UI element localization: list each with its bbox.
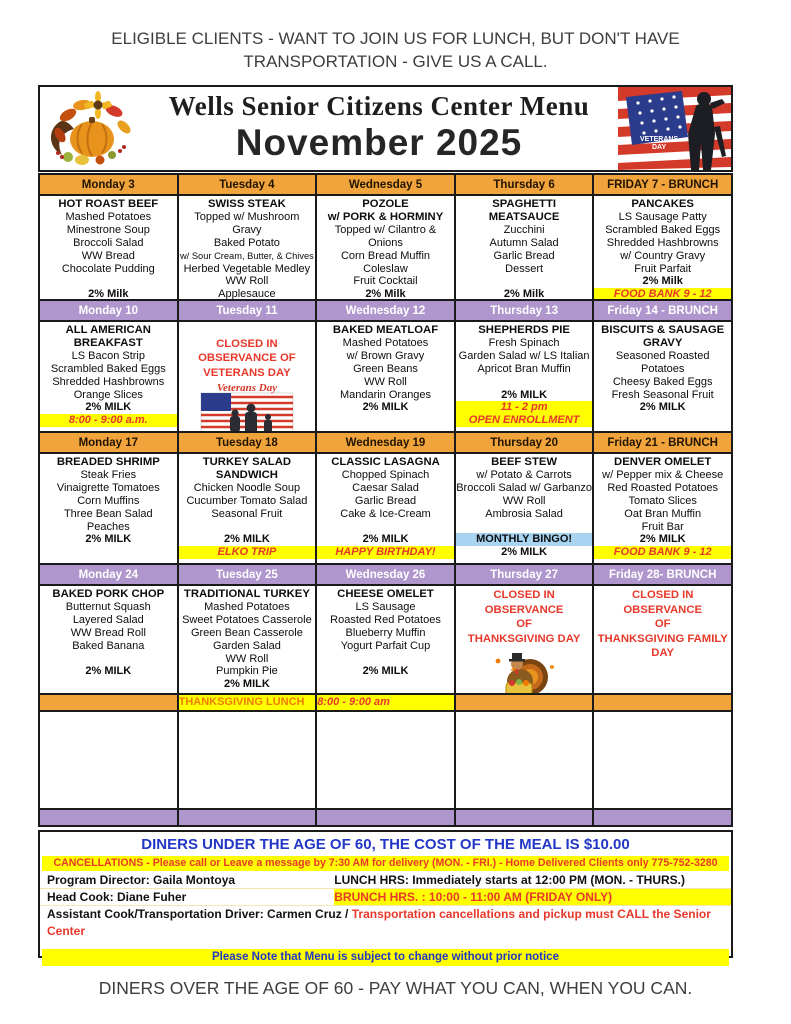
menu-line: Seasonal Fruit — [211, 507, 283, 520]
menu-line: 11 - 2 pm — [456, 401, 593, 414]
menu-line: Butternut Squash — [65, 600, 151, 613]
menu-line: Dessert — [505, 262, 544, 275]
svg-text:Veterans Day: Veterans Day — [216, 382, 277, 395]
menu-line: WW Roll — [502, 494, 546, 507]
menu-line: Yogurt Parfait Cup — [340, 639, 431, 652]
strip-cell — [40, 695, 177, 710]
title-banner — [38, 85, 733, 172]
menu-line: WW Roll — [225, 275, 269, 288]
menu-line: Herbed Vegetable Medley — [183, 262, 311, 275]
menu-line: Scrambled Baked Eggs — [50, 362, 166, 375]
menu-line: Steak Fries — [80, 468, 137, 481]
day-cell-thursday-13 — [456, 322, 593, 431]
menu-line-spacer — [317, 521, 454, 534]
transportation-notice-line2: TRANSPORTATION - GIVE US A CALL. — [243, 52, 548, 71]
menu-line: CLOSED IN — [493, 589, 555, 601]
menu-line: 2% MILK — [501, 388, 548, 401]
menu-line: Broccoli Salad w/ Garbanzo — [456, 481, 592, 494]
menu-line-spacer — [179, 521, 316, 534]
menu-line: Fresh Seasonal Fruit — [611, 388, 714, 401]
menu-line: PANCAKES — [631, 198, 694, 210]
transport-cancellation-note: Transportation cancellations and pickup must CALL the Senior Center — [47, 907, 711, 938]
day-cell-tuesday-25 — [179, 586, 316, 693]
menu-line: Fruit Cocktail — [353, 275, 418, 288]
menu-line: Minestrone Soup — [66, 223, 150, 236]
menu-line: Pumpkin Pie — [216, 665, 278, 678]
menu-line: WW Roll — [225, 652, 269, 665]
sunflower — [84, 91, 112, 119]
day-header-friday-7-brunch: FRIDAY 7 - BRUNCH — [594, 175, 731, 194]
menu-line: OF — [654, 618, 671, 630]
menu-line: OBSERVANCE — [484, 603, 564, 616]
day-cell-thursday-27 — [456, 586, 593, 693]
menu-line: BAKED PORK CHOP — [52, 588, 165, 600]
menu-line: Ambrosia Salad — [485, 507, 563, 520]
day-header-thursday-6: Thursday 6 — [456, 175, 593, 194]
menu-line: SANDWICH — [215, 468, 278, 481]
cancellations-notice: CANCELLATIONS - Please call or Leave a message by 7:30 AM for delivery (MON. - FRI.) - Home Delivered Clients only 775-752-3280 — [42, 856, 729, 871]
menu-line: FOOD BANK 9 - 12 — [594, 288, 731, 299]
menu-line: WW Bread — [81, 249, 135, 262]
day-cell-friday-28-brunch — [594, 586, 731, 693]
menu-line: 2% Milk — [88, 288, 129, 299]
menu-line: Seasoned Roasted — [615, 349, 710, 362]
menu-line: POZOLE — [362, 198, 409, 210]
menu-line: BAKED MEATLOAF — [332, 324, 439, 336]
veterans-flag-soldier-icon — [618, 87, 731, 170]
menu-line-spacer — [40, 275, 177, 288]
day-cell-thursday-6 — [456, 196, 593, 299]
veterans-day-flag-icon — [197, 381, 297, 431]
menu-line: GRAVY — [643, 336, 683, 349]
menu-line: Baked Banana — [72, 639, 145, 652]
svg-text:DAY: DAY — [652, 144, 667, 151]
menu-line: Potatoes — [640, 362, 685, 375]
menu-line: 2% MILK — [362, 533, 409, 546]
day-header-wednesday-12: Wednesday 12 — [317, 301, 454, 320]
menu-line: Corn Muffins — [77, 494, 140, 507]
menu-line: BREAKFAST — [73, 336, 143, 349]
menu-line-spacer — [317, 653, 454, 666]
day-header-tuesday-25: Tuesday 25 — [179, 565, 316, 584]
menu-line: Tomato Slices — [628, 494, 697, 507]
menu-line: Sweet Potatoes Casserole — [182, 613, 312, 626]
menu-line: Blueberry Muffin — [345, 626, 426, 639]
menu-line: Peaches — [86, 520, 130, 533]
thanksgiving-turkey-icon — [490, 647, 558, 693]
center-title: Wells Senior Citizens Center Menu — [168, 91, 590, 121]
day-header-tuesday-18: Tuesday 18 — [179, 433, 316, 452]
transportation-notice — [0, 27, 791, 73]
menu-line: BREADED SHRIMP — [56, 456, 160, 468]
assistant-cook-row — [40, 906, 731, 940]
day-header-friday-28-brunch: Friday 28- BRUNCH — [594, 565, 731, 584]
menu-line: ELKO TRIP — [179, 546, 316, 559]
day-cell-wednesday-12 — [317, 322, 454, 431]
day-cell-tuesday-11 — [179, 322, 316, 431]
menu-line: w/ Potato & Carrots — [476, 468, 572, 481]
day-header-thursday-20: Thursday 20 — [456, 433, 593, 452]
month-title: November 2025 — [235, 122, 523, 163]
assistant-cook-label: Assistant Cook/Transportation Driver: Carmen Cruz / — [47, 907, 352, 921]
strip-label-8-00-9-00-am — [317, 695, 454, 710]
menu-line: Three Bean Salad — [63, 507, 153, 520]
menu-line: Broccoli Salad — [73, 236, 144, 249]
brunch-hours-label: BRUNCH HRS. : 10:00 - 11:00 AM (FRIDAY ONLY) — [334, 889, 731, 905]
menu-line: Scrambled Baked Eggs — [605, 223, 721, 236]
menu-line: WW Roll — [364, 375, 407, 388]
menu-line: Garden Salad w/ LS Italian — [458, 349, 590, 362]
bottom-strip-cell — [179, 810, 316, 825]
menu-line: Mashed Potatoes — [204, 600, 290, 613]
empty-day-cell — [179, 712, 316, 808]
menu-line: Mashed Potatoes — [65, 210, 152, 223]
bottom-strip-cell — [594, 810, 731, 825]
menu-line: BEEF STEW — [491, 456, 558, 468]
menu-line: 2% MILK — [639, 533, 686, 546]
menu-line: 2% Milk — [365, 288, 406, 299]
menu-line: SPAGHETTI MEATSAUCE — [488, 198, 560, 223]
menu-line: LS Sausage Patty — [618, 210, 707, 223]
menu-line: OPEN ENROLLMENT — [456, 414, 593, 427]
menu-line: CLOSED IN — [631, 589, 694, 601]
diners-over-60-notice: DINERS OVER THE AGE OF 60 - PAY WHAT YOU CAN, WHEN YOU CAN. — [98, 978, 693, 998]
head-cook-label: Head Cook: Diane Fuher — [47, 890, 187, 904]
menu-line: Mashed Potatoes — [342, 336, 429, 349]
veterans-flag-image — [618, 87, 731, 170]
day-cell-thursday-20 — [456, 454, 593, 563]
menu-line: 2% MILK — [85, 665, 132, 678]
day-cell-monday-3 — [40, 196, 177, 299]
menu-line: Layered Salad — [72, 613, 144, 626]
menu-line: HOT ROAST BEEF — [58, 198, 159, 210]
strip-label-text: 8:00 - 9:00 am — [317, 695, 454, 710]
day-header-friday-14-brunch: Friday 14 - BRUNCH — [594, 301, 731, 320]
day-cell-wednesday-26 — [317, 586, 454, 693]
menu-line: 2% MILK — [362, 665, 409, 678]
menu-line: Green Beans — [353, 362, 418, 375]
head-cook-row — [40, 889, 731, 906]
bottom-strip-cell — [456, 810, 593, 825]
menu-line: Cake & Ice-Cream — [340, 507, 431, 520]
menu-line: SHEPHERDS PIE — [478, 324, 570, 336]
menu-line: 2% MILK — [223, 533, 270, 546]
menu-line: Shredded Hashbrowns — [606, 236, 719, 249]
menu-line: Apricot Bran Muffin — [477, 362, 571, 375]
menu-line: Applesauce — [218, 288, 276, 299]
menu-line: HAPPY BIRTHDAY! — [317, 546, 454, 559]
menu-line: 2% MILK — [85, 533, 132, 546]
bottom-strip-cell — [40, 810, 177, 825]
menu-line: 2% MILK — [362, 401, 409, 414]
menu-line: w/ Country Gravy — [620, 249, 706, 262]
menu-line: Chopped Spinach — [341, 468, 430, 481]
menu-line: FOOD BANK 9 - 12 — [594, 546, 731, 559]
menu-line-spacer — [179, 324, 316, 337]
menu-line: Topped w/ Mushroom Gravy — [194, 210, 300, 236]
day-cell-friday-14-brunch — [594, 322, 731, 431]
menu-line: Red Roasted Potatoes — [607, 481, 719, 494]
menu-line-spacer — [40, 653, 177, 666]
menu-line: Fruit Parfait — [634, 262, 692, 275]
menu-line: Cucumber Tomato Salad — [186, 494, 308, 507]
strip-cell — [594, 695, 731, 710]
day-header-tuesday-4: Tuesday 4 — [179, 175, 316, 194]
day-cell-monday-17 — [40, 454, 177, 563]
menu-line: 2% Milk — [503, 288, 545, 299]
menu-line: OBSERVANCE OF — [198, 352, 296, 365]
day-cell-monday-24 — [40, 586, 177, 693]
empty-day-cell — [456, 712, 593, 808]
menu-line: Vinaigrette Tomatoes — [56, 481, 160, 494]
menu-line: Green Bean Casserole — [190, 626, 303, 639]
menu-line: Chocolate Pudding — [61, 262, 155, 275]
menu-line: OBSERVANCE — [623, 603, 703, 616]
empty-day-cell — [594, 712, 731, 808]
menu-line: 2% MILK — [501, 546, 548, 559]
menu-line: BISCUITS & SAUSAGE — [601, 324, 725, 336]
day-cell-friday-21-brunch — [594, 454, 731, 563]
menu-line: ALL AMERICAN — [65, 324, 151, 336]
day-header-wednesday-5: Wednesday 5 — [317, 175, 454, 194]
strip-label-text: THANKSGIVING LUNCH — [179, 695, 316, 710]
bottom-strip-cell — [317, 810, 454, 825]
day-cell-friday-7-brunch — [594, 196, 731, 299]
menu-line: Roasted Red Potatoes — [330, 613, 441, 626]
menu-line: MONTHLY BINGO! — [456, 533, 593, 546]
day-header-tuesday-11: Tuesday 11 — [179, 301, 316, 320]
menu-line: Fruit Bar — [641, 520, 684, 533]
menu-line: 8:00 - 9:00 a.m. — [40, 414, 177, 427]
day-header-monday-3: Monday 3 — [40, 175, 177, 194]
day-cell-tuesday-18 — [179, 454, 316, 563]
menu-line: THANKSGIVING FAMILY — [597, 632, 728, 645]
menu-line: Autumn Salad — [489, 236, 559, 249]
menu-line: 2% MILK — [223, 678, 270, 691]
day-header-monday-10: Monday 10 — [40, 301, 177, 320]
menu-line: Garlic Bread — [493, 249, 555, 262]
menu-line: TURKEY SALAD — [202, 456, 292, 468]
menu-line: Topped w/ Cilantro & Onions — [334, 223, 437, 249]
menu-line: LS Sausage — [355, 600, 416, 613]
menu-line: SWISS STEAK — [207, 198, 286, 210]
day-cell-monday-10 — [40, 322, 177, 431]
program-director-row — [40, 872, 731, 889]
menu-line: LS Bacon Strip — [71, 349, 145, 362]
menu-line: Chicken Noodle Soup — [193, 481, 301, 494]
menu-line: TRADITIONAL TURKEY — [183, 588, 310, 600]
menu-line: CHEESE OMELET — [337, 588, 434, 600]
day-header-friday-21-brunch: Friday 21 - BRUNCH — [594, 433, 731, 452]
menu-line: WW Bread Roll — [70, 626, 146, 639]
menu-line: 2% Milk — [642, 275, 683, 288]
menu-line: Coleslaw — [363, 262, 408, 275]
menu-line: Baked Potato — [213, 236, 280, 249]
day-header-thursday-13: Thursday 13 — [456, 301, 593, 320]
program-director-label: Program Director: Gaila Montoya — [47, 873, 236, 887]
info-box — [38, 830, 733, 963]
menu-line: Orange Slices — [73, 388, 143, 401]
menu-line: DAY — [651, 647, 675, 659]
day-cell-wednesday-5 — [317, 196, 454, 299]
lunch-hours-label: LUNCH HRS: Immediately starts at 12:00 PM (MON. - THURS.) — [334, 873, 685, 887]
menu-line: CLASSIC LASAGNA — [331, 456, 440, 468]
day-header-wednesday-26: Wednesday 26 — [317, 565, 454, 584]
menu-line: Corn Bread Muffin — [340, 249, 431, 262]
menu-line: Cheesy Baked Eggs — [612, 375, 713, 388]
menu-line: 2% MILK — [639, 401, 686, 414]
day-header-thursday-27: Thursday 27 — [456, 565, 593, 584]
day-header-wednesday-19: Wednesday 19 — [317, 433, 454, 452]
menu-line: VETERANS DAY — [203, 366, 291, 379]
menu-line: w/ Brown Gravy — [346, 349, 425, 362]
empty-day-cell — [40, 712, 177, 808]
menu-line: Mandarin Oranges — [339, 388, 432, 401]
menu-line-spacer — [456, 376, 593, 389]
menu-line: Zucchini — [503, 223, 545, 236]
menu-line: w/ Pepper mix & Cheese — [602, 468, 724, 481]
menu-line: Garlic Bread — [354, 494, 417, 507]
menu-line: Garden Salad — [212, 639, 281, 652]
menu-change-notice: Please Note that Menu is subject to change without prior notice — [42, 949, 729, 966]
menu-line: Caesar Salad — [352, 481, 419, 494]
day-cell-wednesday-19 — [317, 454, 454, 563]
menu-line: Fresh Spinach — [488, 336, 560, 349]
cornucopia-harvest-icon — [44, 89, 136, 169]
menu-line: Oat Bran Muffin — [624, 507, 702, 520]
menu-line-spacer — [456, 521, 593, 534]
empty-day-cell — [317, 712, 454, 808]
transportation-notice-line1: ELIGIBLE CLIENTS - WANT TO JOIN US FOR LUNCH, BUT DON'T HAVE — [111, 29, 680, 48]
menu-line: 2% MILK — [85, 401, 132, 414]
diners-under-60-notice: DINERS UNDER THE AGE OF 60, THE COST OF THE MEAL IS $10.00 — [141, 836, 630, 853]
strip-label-thanksgiving-lunch — [179, 695, 316, 710]
menu-line: DENVER OMELET — [614, 456, 712, 468]
day-header-monday-24: Monday 24 — [40, 565, 177, 584]
menu-line: Shredded Hashbrowns — [52, 375, 165, 388]
menu-line: CLOSED IN — [216, 337, 278, 350]
menu-line: w/ Sour Cream, Butter, & Chives — [179, 250, 314, 261]
strip-cell — [456, 695, 593, 710]
day-header-monday-17: Monday 17 — [40, 433, 177, 452]
menu-line: OF — [516, 618, 532, 630]
svg-text:VETERANS: VETERANS — [640, 136, 679, 143]
menu-line: w/ PORK & HORMINY — [327, 210, 444, 223]
cornucopia-image — [40, 87, 140, 170]
menu-line-spacer — [456, 275, 593, 288]
menu-line: THANKSGIVING DAY — [467, 632, 581, 645]
day-cell-tuesday-4 — [179, 196, 316, 299]
menu-calendar — [38, 173, 733, 827]
